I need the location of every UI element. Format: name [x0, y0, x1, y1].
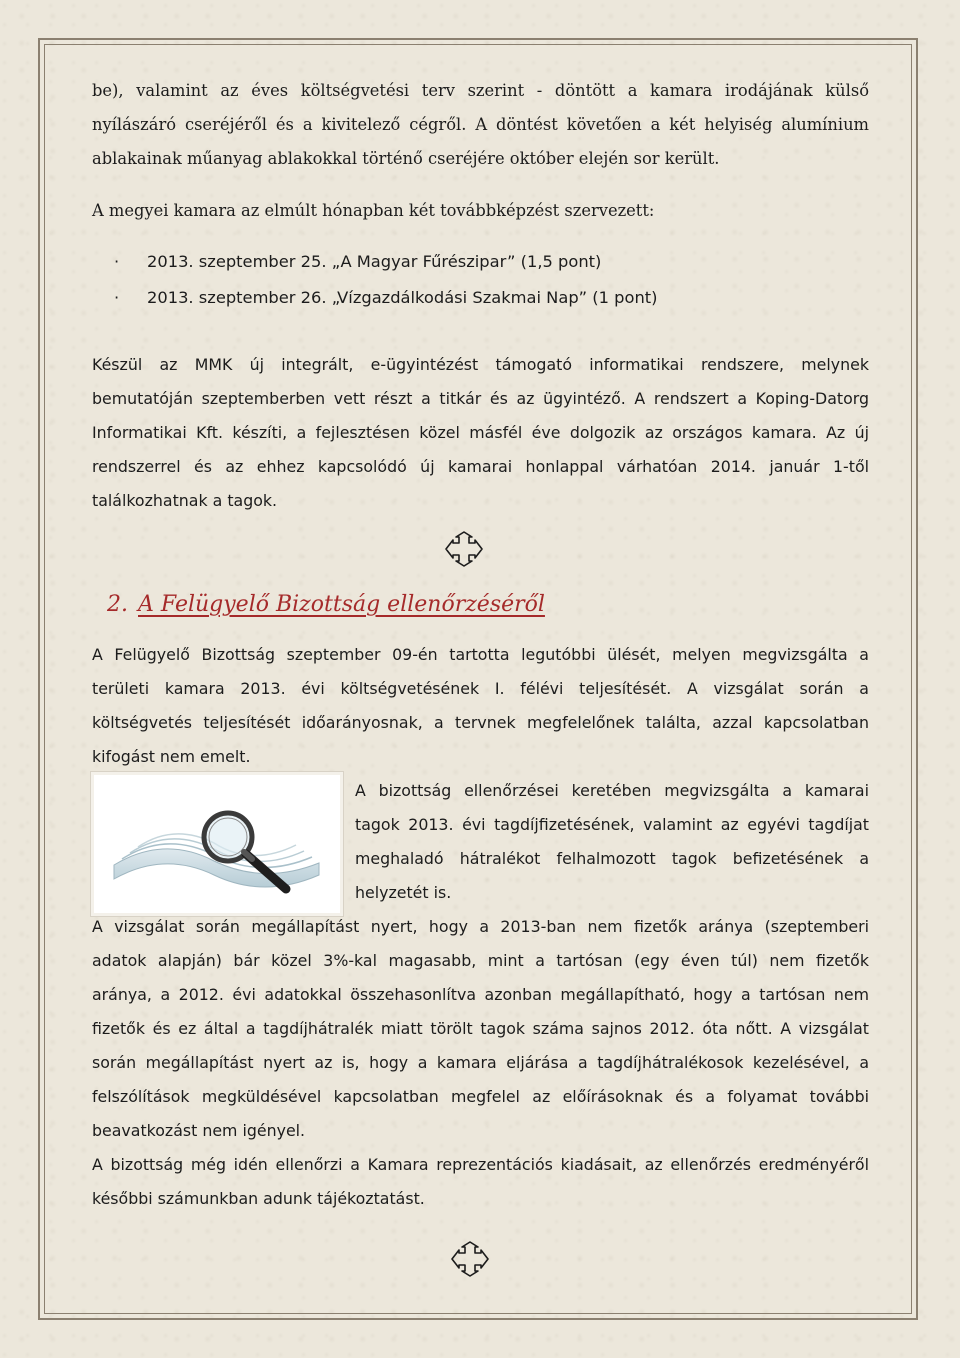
text-line: adatok alapján) bár közel 3%-kal magasabb, mint a tartósan (egy éven túl) nem fizetők [92, 951, 869, 970]
list-item-text: 2013. szeptember 25. „A Magyar Fűrészipar” (1,5 pont) [147, 252, 602, 271]
text-line: helyzetét is. [355, 883, 452, 902]
text-line: felszólítások megküldésével kapcsolatban megfelel az előírásoknak és a folyamat további [92, 1087, 869, 1106]
list-item-text: 2013. szeptember 26. „Vízgazdálkodási Szakmai Nap” (1 pont) [147, 288, 658, 307]
text-line: Készül az MMK új integrált, e-ügyintézést támogató informatikai rendszere, melynek [92, 355, 869, 374]
text-line: meghaladó hátralékot felhalmozott tagok befizetésének a [355, 849, 869, 868]
text-line: beavatkozást nem igényel. [92, 1121, 306, 1140]
bullet-marker: · [114, 288, 120, 307]
text-line: későbbi számunkban adunk tájékoztatást. [92, 1189, 425, 1208]
text-line: találkozhatnak a tagok. [92, 491, 278, 510]
text-line: kifogást nem emelt. [92, 747, 251, 766]
text-line: A bizottság ellenőrzései keretében megvizsgálta a kamarai [355, 781, 869, 800]
text-line: ablakainak műanyag ablakokkal történő cseréjére október elején sor került. [92, 149, 720, 168]
section-number: 2. [107, 592, 128, 617]
text-line: be), valamint az éves költségvetési terv szerint - döntött a kamara irodájának külső [92, 81, 869, 100]
text-line: bemutatóján szeptemberben vett részt a titkár és az ügyintéző. A rendszert a Koping-Datorg [92, 389, 869, 408]
text-line: nyílászáró cseréjéről és a kivitelező cégről. A döntést követően a két helyiség alumínium [92, 115, 869, 134]
text-line: A bizottság még idén ellenőrzi a Kamara reprezentációs kiadásait, az ellenőrzés eredményéről [92, 1155, 869, 1174]
bullet-marker: · [114, 252, 120, 271]
text-line: aránya, a 2012. évi adatokkal összehasonlítva azonban megállapítható, hogy a tartósan nem [92, 985, 869, 1004]
list-item [114, 245, 601, 279]
figure-illustration [94, 775, 334, 907]
text-line: rendszerrel és az ehhez kapcsolódó új kamarai honlappal várhatóan 2014. január 1-től [92, 457, 869, 476]
text-line: során megállapítást nyert az is, hogy a kamara eljárása a tagdíjhátralékosok kezelésével, a [92, 1053, 869, 1072]
list-item [114, 281, 658, 315]
text-line: területi kamara 2013. évi költségvetésének I. félévi teljesítését. A vizsgálat során a [92, 679, 869, 698]
section-title: A Felügyelő Bizottság ellenőrzéséről [138, 592, 545, 617]
magnifying-glass-over-book-icon [91, 772, 343, 916]
paragraph-2: A megyei kamara az elmúlt hónapban két továbbképzést szervezett: [92, 201, 655, 220]
cross-arrow-ornament-icon [450, 1241, 490, 1277]
text-line: A Felügyelő Bizottság szeptember 09-én tartotta legutóbbi ülését, melyen megvizsgálta a [92, 645, 869, 664]
text-line: Informatikai Kft. készíti, a fejlesztésen közel másfél éve dolgozik az országos kamara. Az új [92, 423, 869, 442]
text-line: költségvetés teljesítését időarányosnak, a tervnek megfelelőnek találta, azzal kapcsolatban [92, 713, 869, 732]
text-line: tagok 2013. évi tagdíjfizetésének, valamint az egyévi tagdíjat [355, 815, 869, 834]
text-line: fizetők és ez által a tagdíjhátralék miatt törölt tagok száma sajnos 2012. óta nőtt. A vizsgálat [92, 1019, 869, 1038]
section-heading [107, 588, 545, 622]
cross-arrow-ornament-icon [444, 531, 484, 567]
text-line: A vizsgálat során megállapítást nyert, hogy a 2013-ban nem fizetők aránya (szeptemberi [92, 917, 869, 936]
